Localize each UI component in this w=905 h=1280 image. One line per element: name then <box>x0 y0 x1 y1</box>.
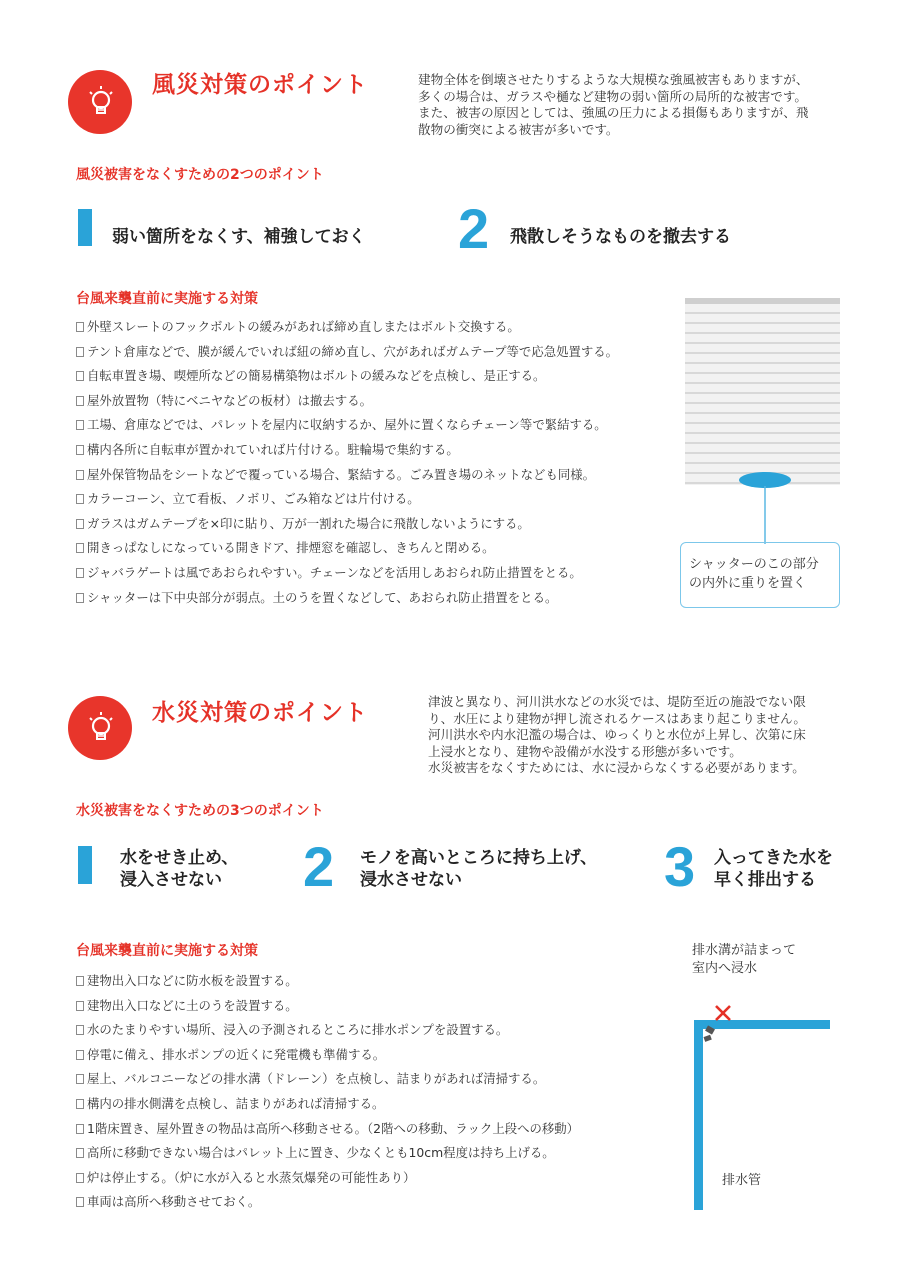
list-item: 構内各所に自転車が置かれていれば片付ける。駐輪場で集約する。 <box>76 438 618 463</box>
list-item: 高所に移動できない場合はパレット上に置き、少なくとも10cm程度は持ち上げる。 <box>76 1141 579 1166</box>
wind-intro: 建物全体を倒壊させたりするような大規模な強風被害もありますが、 多くの場合は、ガラスや樋など建物の弱い箇所の局所的な被害です。 また、被害の原因としては、強風の圧力による損傷もありますが、飛 散物の衝突による被害が多いです。 <box>418 72 809 137</box>
checkbox-icon <box>76 519 84 529</box>
flood-points-heading: 水災被害をなくすための3つのポイント <box>76 803 324 819</box>
checkbox-icon <box>76 1099 84 1109</box>
flood-intro: 津波と異なり、河川洪水などの水災では、堤防至近の施設でない限 り、水圧により建物が押し流されるケースはあまり起こりません。 河川洪水や内水氾濫の場合は、ゆっくりと水位が上昇し、次第に床 上浸水となり、建物や設備が水没する形態が多いです。 水災被害をなくすためには、水に浸からなくする必要があります。 <box>428 694 806 775</box>
checkbox-icon <box>76 568 84 578</box>
checkbox-icon <box>76 371 84 381</box>
list-item: カラーコーン、立て看板、ノボリ、ごみ箱などは片付ける。 <box>76 487 618 512</box>
checkbox-icon <box>76 420 84 430</box>
list-item: 建物出入口などに土のうを設置する。 <box>76 994 579 1019</box>
lightbulb-icon <box>68 696 132 760</box>
checkbox-icon <box>76 470 84 480</box>
checkbox-icon <box>76 396 84 406</box>
list-item: 工場、倉庫などでは、パレットを屋内に収納するか、屋外に置くならチェーン等で緊結する。 <box>76 413 618 438</box>
checkbox-icon <box>76 1025 84 1035</box>
wind-measures-list <box>76 315 618 610</box>
list-item: 停電に備え、排水ポンプの近くに発電機も準備する。 <box>76 1043 579 1068</box>
shutter-callout: シャッターのこの部分 の内外に重りを置く <box>680 542 840 608</box>
flood-measures-heading: 台風来襲直前に実施する対策 <box>76 943 258 959</box>
list-item: シャッターは下中央部分が弱点。土のうを置くなどして、あおられ防止措置をとる。 <box>76 586 618 611</box>
checkbox-icon <box>76 543 84 553</box>
checkbox-icon <box>76 1173 84 1183</box>
list-item: 建物出入口などに防水板を設置する。 <box>76 969 579 994</box>
wind-point-2-text: 飛散しそうなものを撤去する <box>510 227 731 247</box>
wind-measures-heading: 台風来襲直前に実施する対策 <box>76 291 258 307</box>
list-item: テント倉庫などで、膜が緩んでいれば紐の締め直し、穴があればガムテープ等で応急処置する。 <box>76 340 618 365</box>
flood-point-3-number: 3 <box>664 835 696 898</box>
wind-points-heading: 風災被害をなくすための2つのポイント <box>76 167 324 183</box>
list-item: 水のたまりやすい場所、浸入の予測されるところに排水ポンプを設置する。 <box>76 1018 579 1043</box>
flood-measures-list <box>76 969 579 1215</box>
checkbox-icon <box>76 445 84 455</box>
checkbox-icon <box>76 1148 84 1158</box>
drain-pipe-diagram <box>688 1000 838 1215</box>
cross-mark-icon <box>716 1006 730 1020</box>
list-item: 屋外保管物品をシートなどで覆っている場合、緊結する。ごみ置き場のネットなども同様。 <box>76 463 618 488</box>
flood-point-1-number <box>78 846 92 884</box>
checkbox-icon <box>76 593 84 603</box>
wind-section-title: 風災対策のポイント <box>152 72 368 98</box>
drain-pipe-label: 排水管 <box>722 1173 762 1188</box>
flood-section-title: 水災対策のポイント <box>152 700 368 726</box>
checkbox-icon <box>76 1124 84 1134</box>
list-item: 屋上、バルコニーなどの排水溝（ドレーン）を点検し、詰まりがあれば清掃する。 <box>76 1067 579 1092</box>
list-item: 車両は高所へ移動させておく。 <box>76 1190 579 1215</box>
wind-point-1-number <box>78 209 92 246</box>
checkbox-icon <box>76 347 84 357</box>
checkbox-icon <box>76 494 84 504</box>
checkbox-icon <box>76 322 84 332</box>
list-item: ガラスはガムテープを×印に貼り、万が一割れた場合に飛散しないようにする。 <box>76 512 618 537</box>
checkbox-icon <box>76 1001 84 1011</box>
shutter-illustration <box>685 298 840 485</box>
wind-point-2-number: 2 <box>458 197 490 260</box>
drain-diagram-label: 排水溝が詰まって 室内へ浸水 <box>692 943 797 976</box>
flood-point-1-text: 水をせき止め、 浸入させない <box>120 848 239 890</box>
lightbulb-icon <box>68 70 132 134</box>
list-item: 構内の排水側溝を点検し、詰まりがあれば清掃する。 <box>76 1092 579 1117</box>
list-item: ジャバラゲートは風であおられやすい。チェーンなどを活用しあおられ防止措置をとる。 <box>76 561 618 586</box>
list-item: 外壁スレートのフックボルトの緩みがあれば締め直しまたはボルト交換する。 <box>76 315 618 340</box>
list-item: 屋外放置物（特にベニヤなどの板材）は撤去する。 <box>76 389 618 414</box>
list-item: 1階床置き、屋外置きの物品は高所へ移動させる。（2階への移動、ラック上段への移動） <box>76 1117 579 1142</box>
checkbox-icon <box>76 1050 84 1060</box>
checkbox-icon <box>76 1074 84 1084</box>
checkbox-icon <box>76 976 84 986</box>
shutter-weight-marker <box>680 466 845 546</box>
flood-point-3-text: 入ってきた水を 早く排出する <box>714 848 833 890</box>
wind-point-1-text: 弱い箇所をなくす、補強しておく <box>112 227 366 247</box>
list-item: 炉は停止する。（炉に水が入ると水蒸気爆発の可能性あり） <box>76 1166 579 1191</box>
flood-point-2-number: 2 <box>303 835 335 898</box>
flood-point-2-text: モノを高いところに持ち上げ、 浸水させない <box>360 848 598 890</box>
checkbox-icon <box>76 1197 84 1207</box>
list-item: 開きっぱなしになっている開きドア、排煙窓を確認し、きちんと閉める。 <box>76 536 618 561</box>
list-item: 自転車置き場、喫煙所などの簡易構築物はボルトの緩みなどを点検し、是正する。 <box>76 364 618 389</box>
